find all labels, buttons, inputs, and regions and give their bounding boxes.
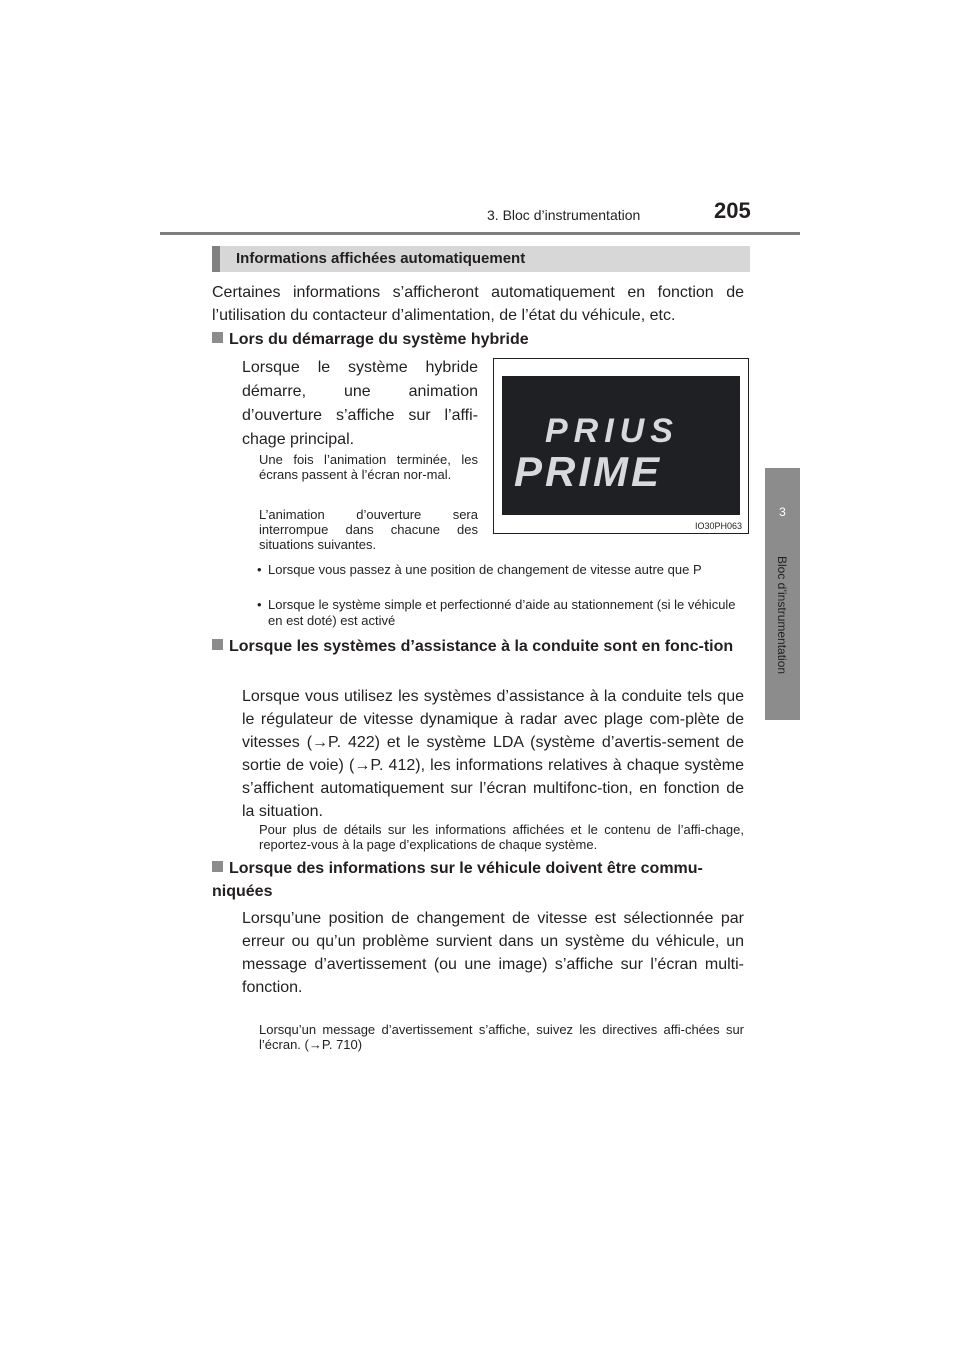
subsection-title-2: Lorsque les systèmes d’assistance à la conduite sont en fonc-tion [229, 638, 734, 655]
opening-animation-figure [493, 358, 749, 534]
page-header [0, 0, 960, 240]
side-tab-number: 3 [779, 505, 786, 519]
list-item [257, 562, 744, 578]
square-bullet-icon [212, 639, 223, 650]
square-bullet-icon [212, 861, 223, 872]
subsection-body-3: Lorsqu’une position de changement de vitesse est sélectionnée par erreur ou qu’un problème survient dans un système du véhicule, un message d’avertissement (ou une image) s’affiche sur l’écran multi-fonction. [242, 910, 744, 996]
logo-text-line2: PRIME [514, 448, 663, 495]
logo-text-line1: PRIUS [545, 412, 679, 450]
subsection-heading-2 [212, 635, 744, 658]
side-tab-label: Bloc d’instrumentation [775, 556, 789, 675]
header-rule [160, 232, 800, 235]
subsection-heading-3 [212, 857, 744, 903]
subsection-title-1: Lors du démarrage du système hybride [229, 331, 529, 348]
note-2: L’animation d’ouverture sera interrompue dans chacune des situations suivantes. [259, 507, 478, 552]
subsection-title-3: Lorsque des informations sur le véhicule doivent être commu-niquées [212, 860, 703, 900]
chapter-title: 3. Bloc d’instrumentation [487, 207, 641, 223]
list-item-text: Lorsque vous passez à une position de changement de vitesse autre que P [268, 562, 702, 577]
note-4: Lorsqu’un message d’avertissement s’affiche, suivez les directives affi-chées sur l’écran. (→P. 710) [259, 1022, 744, 1052]
note-1: Une fois l’animation terminée, les écrans passent à l’écran nor-mal. [259, 452, 478, 482]
figure-code: IO30PH063 [694, 521, 742, 531]
display-screen-image [502, 376, 740, 515]
square-bullet-icon [212, 332, 223, 343]
section-title: Informations affichées automatiquement [236, 250, 526, 267]
list-item-text: Lorsque le système simple et perfectionné d’aide au stationnement (si le véhicule en est doté) est activé [268, 597, 736, 628]
bullet-dot-icon: • [257, 597, 262, 612]
note-3: Pour plus de détails sur les informations affichées et le contenu de l’affi-chage, reportez-vous à la page d’explications de chaque système. [259, 822, 744, 852]
subsection-body-2: Lorsque vous utilisez les systèmes d’assistance à la conduite tels que le régulateur de vitesse dynamique à radar avec plage com-plète de vitesses (→P. 422) et le système LDA (système d’avertis-sement de sortie de voie) (→P. 412), les informations relatives à chaque système s’affichent automatiquement sur l’écran multifonc-tion, en fonction de la situation. [242, 688, 744, 820]
list-item [257, 597, 744, 629]
subsection-heading-1 [212, 328, 744, 351]
page-number: 205 [714, 198, 751, 223]
section-intro: Certaines informations s’afficheront automatiquement en fonction de l’utilisation du contacteur d’alimentation, de l’état du véhicule, etc. [212, 284, 744, 324]
subsection-body-1: Lorsque le système hybride démarre, une animation d’ouverture s’affiche sur l’affi-chage principal. [242, 359, 478, 448]
section-heading-bar [212, 246, 750, 272]
bullet-dot-icon: • [257, 562, 262, 577]
